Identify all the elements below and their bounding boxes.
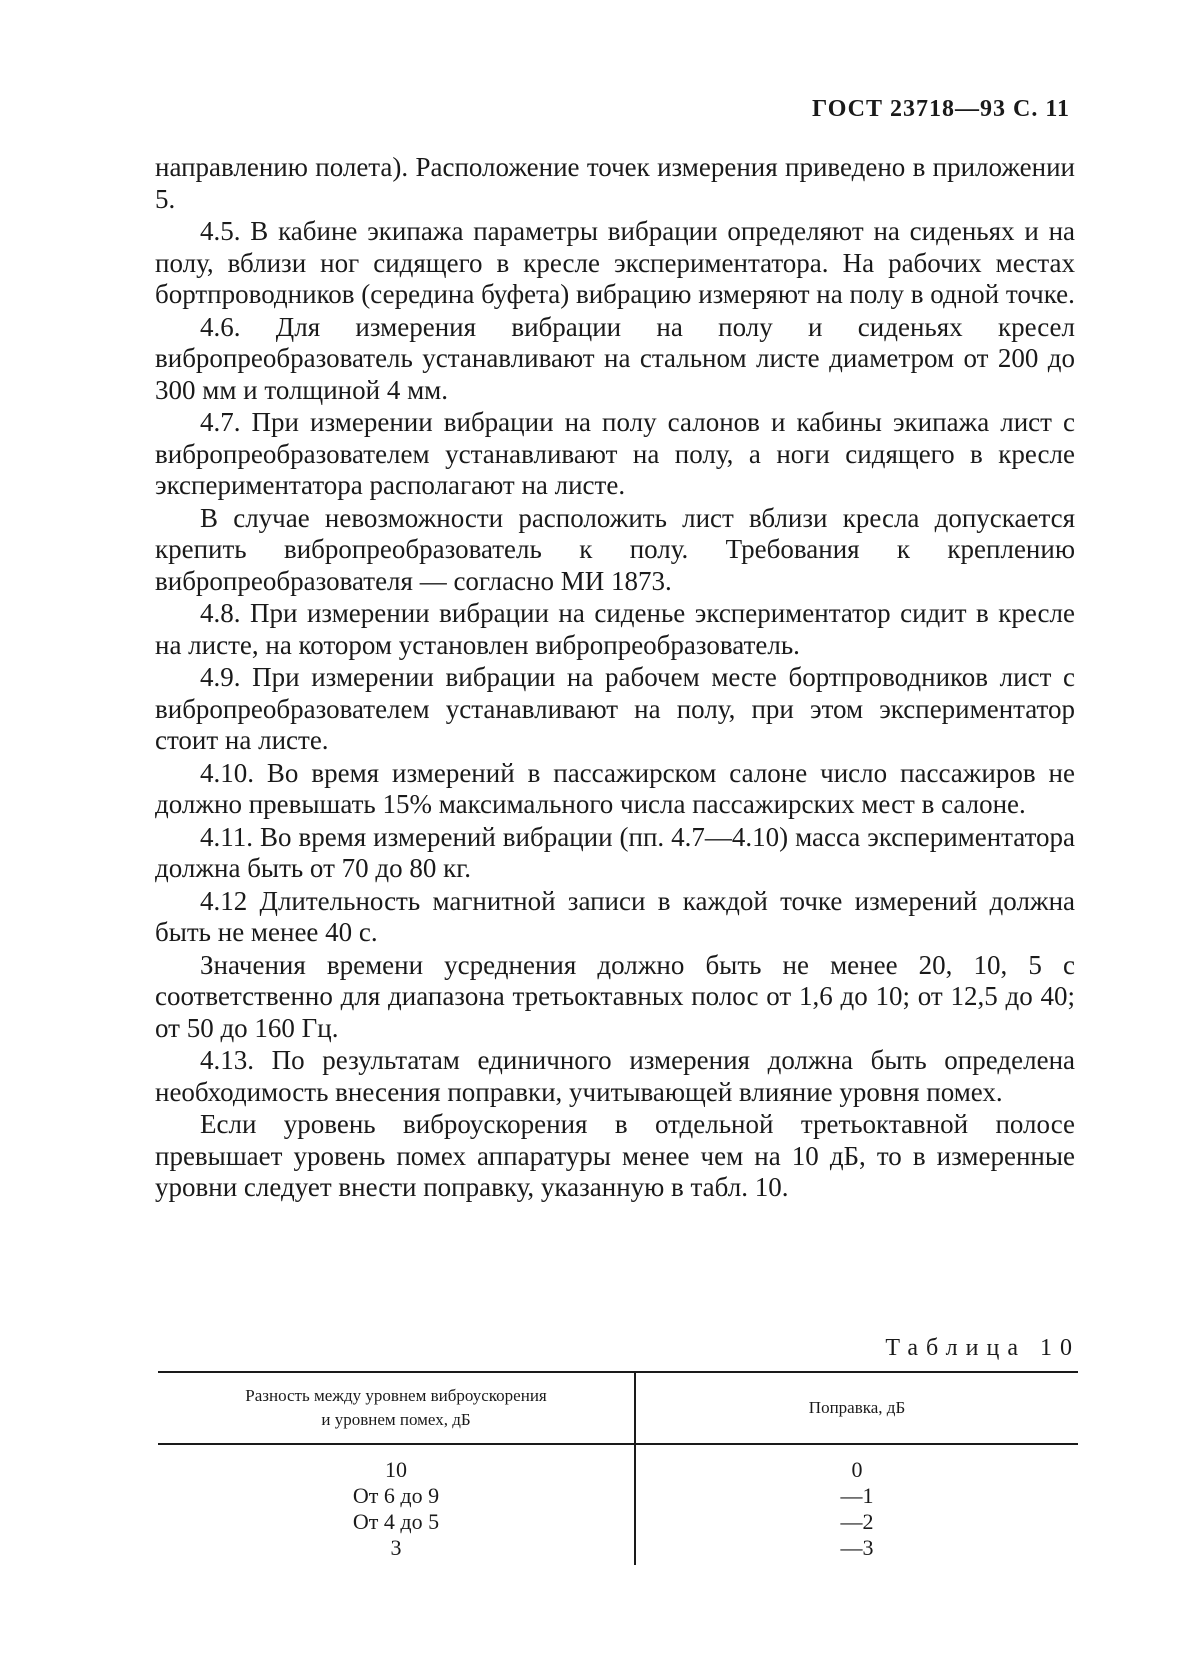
header-difference — [158, 1372, 635, 1444]
table-header-row — [158, 1372, 1078, 1444]
paragraph-4-11: 4.11. Во время измерений вибрации (пп. 4.7—4.10) масса экспериментатора должна быть от 70 до 80 кг. — [155, 821, 1075, 883]
cell-correction: 0 — [851, 1457, 863, 1482]
cell-difference: От 4 до 5 — [158, 1509, 635, 1535]
header-correction: Поправка, дБ — [635, 1372, 1078, 1444]
cell-difference: От 6 до 9 — [158, 1483, 635, 1509]
table-row — [158, 1444, 1078, 1483]
table-row — [158, 1509, 1078, 1535]
cell-correction: —3 — [840, 1535, 874, 1560]
paragraph-4-7: 4.7. При измерении вибрации на полу салонов и кабины экипажа лист с вибропреобразователем устанавливают на полу, а ноги сидящего в кресле экспериментатора располагают на листе. — [155, 407, 1075, 500]
cell-correction: —2 — [840, 1509, 874, 1534]
paragraph-4-8: 4.8. При измерении вибрации на сиденье экспериментатор сидит в кресле на листе, на котором установлен вибропреобразователь. — [155, 598, 1075, 660]
cell-correction: —1 — [840, 1483, 874, 1508]
paragraph-4-13-note: Если уровень виброускорения в отдельной третьоктавной полосе превышает уровень помех аппаратуры менее чем на 10 дБ, то в измеренные уровни следует внести поправку, указанную в табл. 10. — [155, 1109, 1075, 1202]
page-header: ГОСТ 23718—93 С. 11 — [812, 96, 1070, 122]
paragraph-4-10: 4.10. Во время измерений в пассажирском салоне число пассажиров не должно превышать 15% максимального числа пассажирских мест в салоне. — [155, 757, 1075, 819]
paragraph-continuation: направлению полета). Расположение точек измерения приведено в приложении 5. — [155, 152, 1075, 214]
correction-table — [158, 1371, 1078, 1565]
table-caption: Таблица 10 — [885, 1335, 1080, 1361]
paragraph-4-12: 4.12 Длительность магнитной записи в каждой точке измерений должна быть не менее 40 с. — [155, 885, 1075, 947]
paragraph-4-12-note: Значения времени усреднения должно быть не менее 20, 10, 5 с соответственно для диапазона третьоктавных полос от 1,6 до 10; от 12,5 до 40; от 50 до 160 Гц. — [155, 949, 1075, 1043]
paragraph-4-6: 4.6. Для измерения вибрации на полу и сиденьях кресел вибропреобразователь устанавливают на стальном листе диаметром от 200 до 300 мм и толщиной 4 мм. — [155, 311, 1075, 405]
paragraph-4-13: 4.13. По результатам единичного измерения должна быть определена необходимость внесения поправки, учитывающей влияние уровня помех. — [155, 1045, 1075, 1107]
document-body — [155, 152, 1075, 1205]
paragraph-4-7-note: В случае невозможности расположить лист вблизи кресла допускается крепить вибропреобразователь к полу. Требования к креплению вибропреобразователя — согласно МИ 1873. — [155, 502, 1075, 596]
paragraph-4-9: 4.9. При измерении вибрации на рабочем месте бортпроводников лист с вибропреобразователем устанавливают на полу, при этом экспериментатор стоит на листе. — [155, 662, 1075, 755]
cell-difference: 3 — [158, 1535, 635, 1565]
paragraph-4-5: 4.5. В кабине экипажа параметры вибрации определяют на сиденьях и на полу, вблизи ног сидящего в кресле экспериментатора. На рабочих местах бортпроводников (середина буфета) вибрацию измеряют на полу в одной точке. — [155, 216, 1075, 309]
header-difference-line2: и уровнем помех, дБ — [321, 1410, 471, 1429]
header-difference-line1: Разность между уровнем виброускорения — [245, 1386, 547, 1405]
cell-difference: 10 — [158, 1444, 635, 1483]
table-row — [158, 1483, 1078, 1509]
table-row — [158, 1535, 1078, 1565]
